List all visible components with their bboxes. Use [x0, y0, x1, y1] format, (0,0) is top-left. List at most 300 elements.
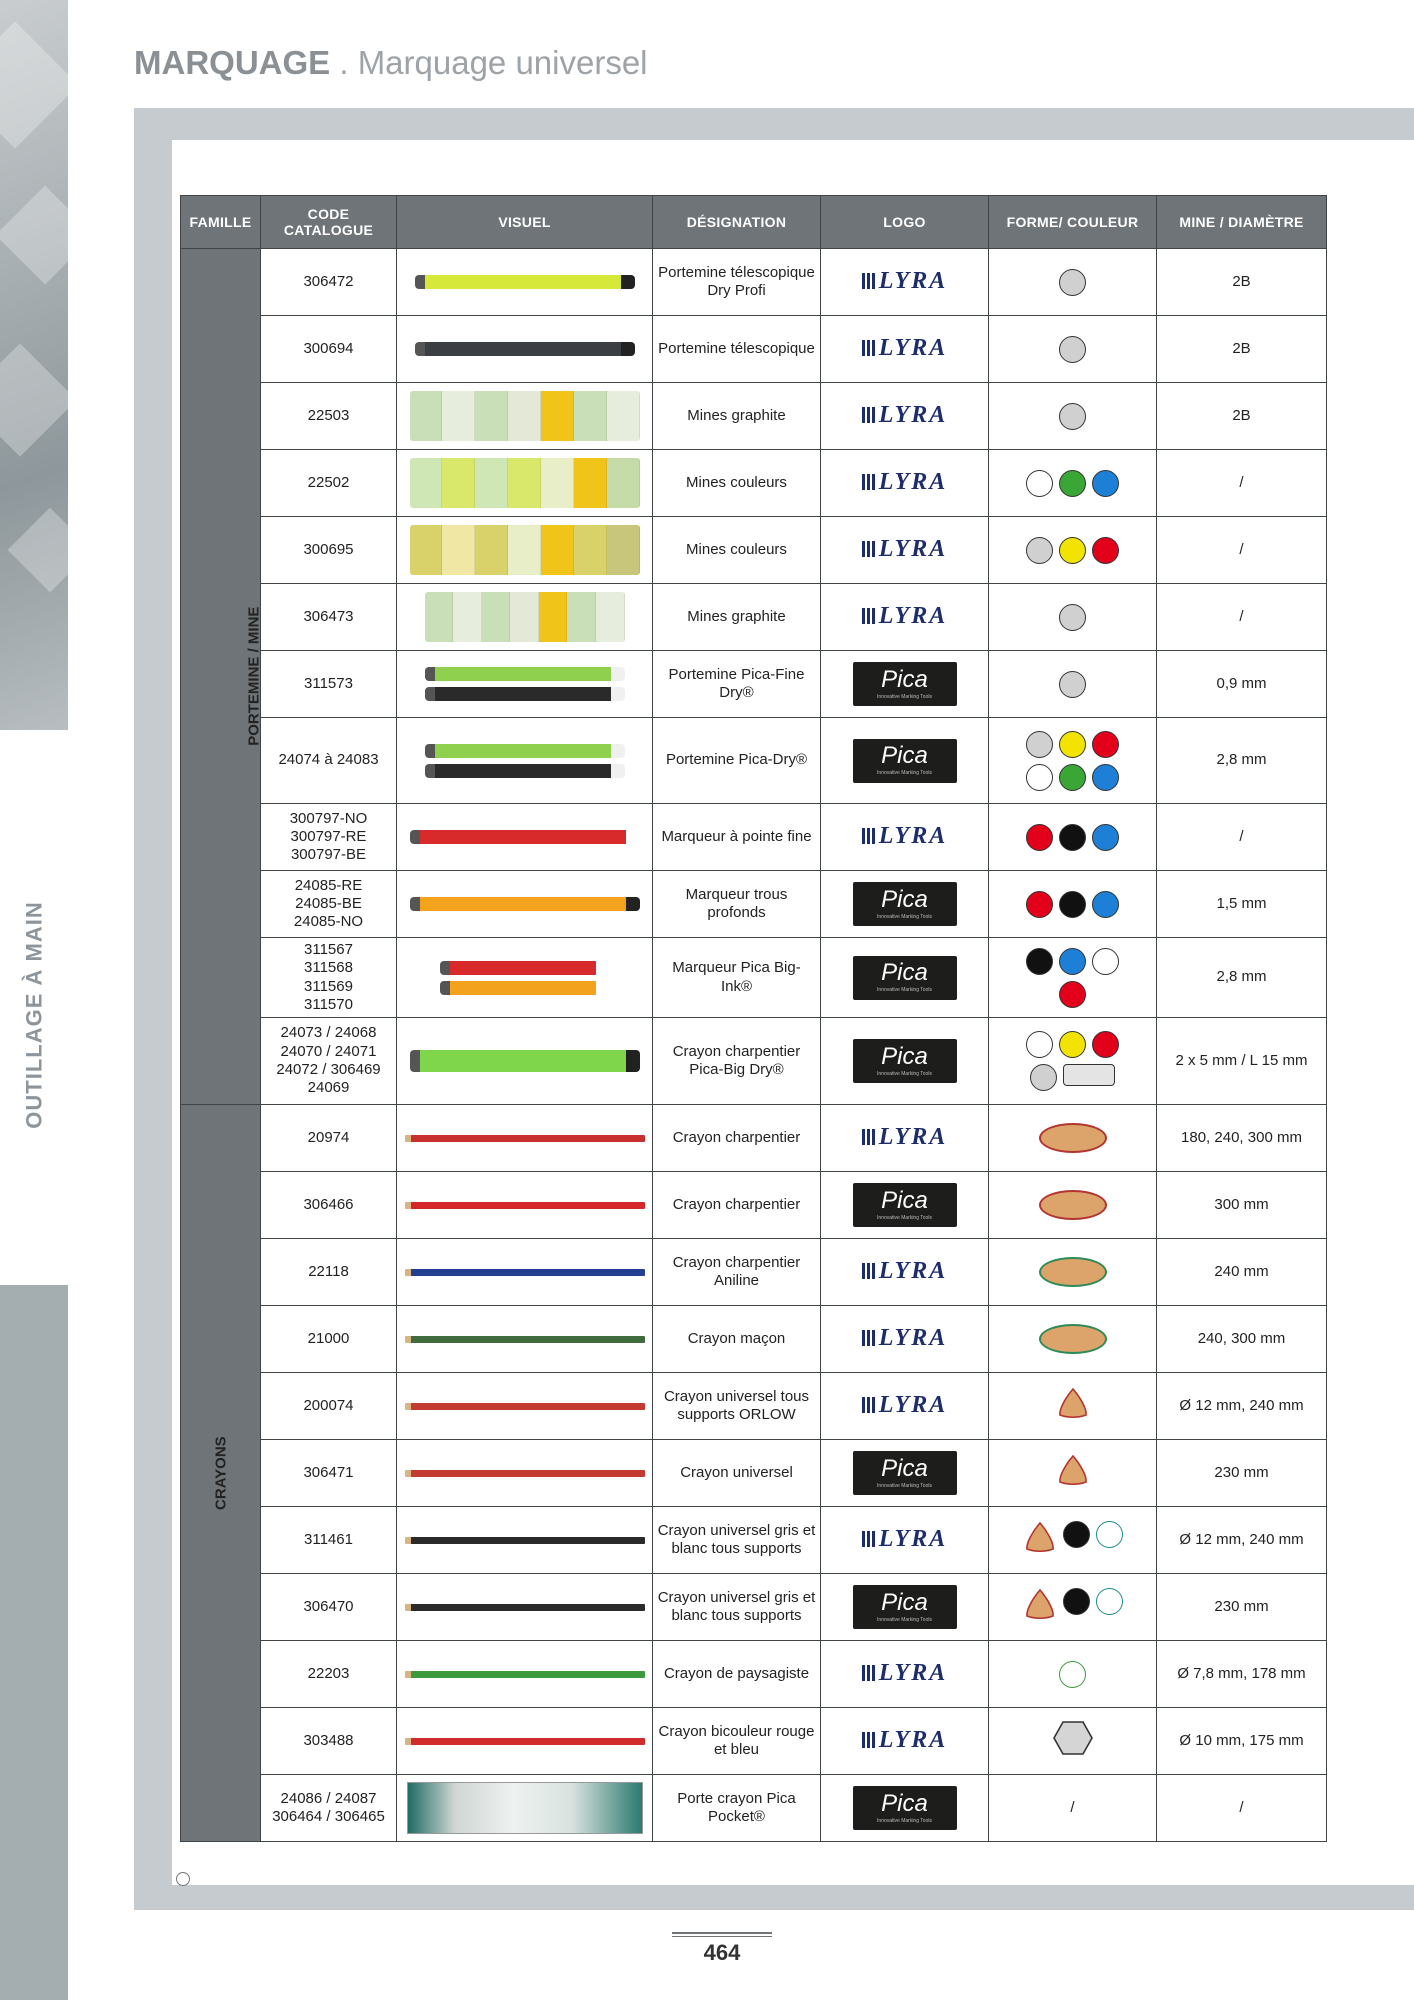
- table-row: [181, 1306, 1327, 1373]
- ellipse-section-shape: [1039, 1257, 1107, 1287]
- page-number-rule-thin: [672, 1936, 772, 1937]
- mine-cell: 1,5 mm: [1157, 871, 1327, 938]
- visual-cell: [397, 1018, 653, 1105]
- pen-image: [405, 1470, 645, 1477]
- page-title: [134, 44, 648, 82]
- product-visual: [401, 744, 648, 778]
- mine-cell: Ø 12 mm, 240 mm: [1157, 1373, 1327, 1440]
- mine-cell: /: [1157, 450, 1327, 517]
- lead-tube-image: [425, 592, 625, 642]
- form-cell: [989, 450, 1157, 517]
- lyra-logo: LYRA: [862, 1123, 947, 1152]
- catalog-code: 24085-BE: [295, 894, 362, 912]
- code-cell: [261, 316, 397, 383]
- lead-tube-image: [410, 391, 640, 441]
- code-cell: [261, 1574, 397, 1641]
- color-swatch: [1059, 824, 1086, 851]
- catalog-code: 24069: [307, 1079, 350, 1097]
- lyra-logo: LYRA: [862, 468, 947, 497]
- form-color-swatches: [1018, 1720, 1128, 1761]
- logo-cell: [821, 1306, 989, 1373]
- designation-cell: Crayon universel gris et blanc tous supports: [653, 1574, 821, 1641]
- designation-cell: Portemine Pica-Dry®: [653, 718, 821, 804]
- catalog-code: 24073 / 24068: [280, 1024, 377, 1042]
- mine-cell: Ø 12 mm, 240 mm: [1157, 1507, 1327, 1574]
- code-cell: [261, 1440, 397, 1507]
- pen-image: [405, 1269, 645, 1276]
- mine-cell: 0,9 mm: [1157, 651, 1327, 718]
- form-color-swatches: [1018, 269, 1128, 296]
- section-subtitle: Marquage universel: [357, 44, 648, 81]
- form-none: /: [1070, 1798, 1075, 1816]
- form-cell: [989, 1373, 1157, 1440]
- form-cell: [989, 1641, 1157, 1708]
- product-visual: [401, 961, 648, 995]
- lyra-logo: LYRA: [862, 334, 947, 363]
- mine-cell: 2,8 mm: [1157, 938, 1327, 1018]
- code-cell: [261, 1775, 397, 1842]
- family-label: CRAYONS: [212, 1436, 230, 1510]
- lyra-logo: LYRA: [862, 1257, 947, 1286]
- designation-cell: Portemine télescopique: [653, 316, 821, 383]
- product-visual: [401, 1470, 648, 1477]
- pen-image: [405, 1403, 645, 1410]
- product-visual: [401, 1135, 648, 1142]
- col-header-famille: FAMILLE: [181, 196, 261, 249]
- visual-cell: [397, 1775, 653, 1842]
- mine-cell: Ø 10 mm, 175 mm: [1157, 1708, 1327, 1775]
- form-cell: [989, 584, 1157, 651]
- form-cell: [989, 1172, 1157, 1239]
- col-header-forme: FORME/ COULEUR: [989, 196, 1157, 249]
- mine-cell: 240, 300 mm: [1157, 1306, 1327, 1373]
- designation-cell: Portemine télescopique Dry Profi: [653, 249, 821, 316]
- catalog-code: 24086 / 24087: [280, 1789, 377, 1807]
- logo-cell: [821, 1641, 989, 1708]
- catalog-code: 21000: [307, 1329, 350, 1347]
- visual-cell: [397, 1574, 653, 1641]
- color-swatch: [1059, 403, 1086, 430]
- table-row: [181, 718, 1327, 804]
- color-swatch: [1026, 537, 1053, 564]
- form-cell: [989, 651, 1157, 718]
- designation-cell: Crayon charpentier: [653, 1105, 821, 1172]
- form-color-swatches: [1018, 948, 1128, 1008]
- mine-cell: /: [1157, 804, 1327, 871]
- code-cell: [261, 804, 397, 871]
- product-visual: [401, 1202, 648, 1209]
- product-visual: [401, 1782, 648, 1834]
- code-cell: [261, 249, 397, 316]
- product-visual: [401, 391, 648, 441]
- catalog-code: 20974: [307, 1128, 350, 1146]
- form-color-swatches: [1018, 1257, 1128, 1287]
- designation-cell: Porte crayon Pica Pocket®: [653, 1775, 821, 1842]
- pica-logo: [853, 1786, 957, 1830]
- lyra-logo: LYRA: [862, 1659, 947, 1688]
- table-row: [181, 1018, 1327, 1105]
- pen-image: [440, 981, 610, 995]
- lead-tube-image: [410, 458, 640, 508]
- form-color-swatches: [1018, 403, 1128, 430]
- designation-cell: Crayon universel tous supports ORLOW: [653, 1373, 821, 1440]
- triangular-section-shape: [1056, 1454, 1090, 1491]
- code-cell: [261, 584, 397, 651]
- mine-cell: 2B: [1157, 383, 1327, 450]
- form-color-swatches: [1018, 1521, 1128, 1558]
- designation-cell: Crayon universel: [653, 1440, 821, 1507]
- lyra-logo: LYRA: [862, 602, 947, 631]
- pen-image: [410, 1050, 640, 1072]
- pica-logo-tagline: Innovative Marking Tools: [877, 1214, 932, 1221]
- catalog-code: 200074: [303, 1396, 354, 1414]
- product-visual: [401, 1050, 648, 1072]
- catalog-code: 24074 à 24083: [278, 751, 379, 769]
- col-header-designation: DÉSIGNATION: [653, 196, 821, 249]
- pica-logo-word: Pica: [881, 1454, 928, 1482]
- visual-cell: [397, 1172, 653, 1239]
- mine-cell: 2 x 5 mm / L 15 mm: [1157, 1018, 1327, 1105]
- color-swatch: [1059, 948, 1086, 975]
- color-swatch: [1092, 764, 1119, 791]
- pen-image: [405, 1135, 645, 1142]
- table-body: [181, 249, 1327, 1842]
- catalog-code: 311573: [304, 674, 353, 692]
- mine-cell: 230 mm: [1157, 1440, 1327, 1507]
- pica-logo-tagline: Innovative Marking Tools: [877, 913, 932, 920]
- logo-cell: [821, 249, 989, 316]
- form-cell: [989, 938, 1157, 1018]
- catalog-code: 24085-NO: [293, 913, 364, 931]
- catalog-code: 311461: [304, 1530, 353, 1548]
- color-swatch: [1026, 948, 1053, 975]
- pica-logo-word: Pica: [881, 1588, 928, 1616]
- mine-cell: /: [1157, 1775, 1327, 1842]
- catalog-code: 22118: [308, 1262, 349, 1280]
- catalog-code: 300797-RE: [290, 827, 367, 845]
- pica-logo-word: Pica: [881, 959, 928, 987]
- pocket-holder-image: [407, 1782, 643, 1834]
- form-cell: [989, 316, 1157, 383]
- color-swatch: [1059, 470, 1086, 497]
- mine-cell: /: [1157, 517, 1327, 584]
- table-row: [181, 517, 1327, 584]
- color-swatch: [1059, 764, 1086, 791]
- logo-cell: [821, 804, 989, 871]
- code-cell: [261, 938, 397, 1018]
- visual-cell: [397, 450, 653, 517]
- logo-cell: [821, 1239, 989, 1306]
- color-swatch: [1059, 981, 1086, 1008]
- table-row: [181, 1775, 1327, 1842]
- designation-cell: Crayon charpentier: [653, 1172, 821, 1239]
- designation-cell: Portemine Pica-Fine Dry®: [653, 651, 821, 718]
- visual-cell: [397, 1708, 653, 1775]
- code-cell: [261, 1105, 397, 1172]
- oval-lead-shape: [1063, 1064, 1115, 1086]
- pen-image: [415, 275, 635, 289]
- mine-cell: 230 mm: [1157, 1574, 1327, 1641]
- catalog-code: 300797-BE: [290, 846, 367, 864]
- product-visual: [401, 525, 648, 575]
- logo-cell: [821, 938, 989, 1018]
- table-row: [181, 383, 1327, 450]
- form-cell: [989, 1507, 1157, 1574]
- table-row: [181, 1239, 1327, 1306]
- product-visual: [401, 1403, 648, 1410]
- col-header-mine: MINE / DIAMÈTRE: [1157, 196, 1327, 249]
- table-row: [181, 804, 1327, 871]
- form-color-swatches: [1018, 537, 1128, 564]
- triangular-section-shape: [1023, 1588, 1057, 1625]
- table-row: [181, 871, 1327, 938]
- pica-logo: [853, 1183, 957, 1227]
- form-cell: [989, 1018, 1157, 1105]
- logo-cell: [821, 316, 989, 383]
- code-cell: [261, 718, 397, 804]
- code-cell: [261, 651, 397, 718]
- title-separator: .: [330, 44, 358, 81]
- color-swatch: [1059, 671, 1086, 698]
- mine-cell: /: [1157, 584, 1327, 651]
- pica-logo: [853, 882, 957, 926]
- product-visual: [401, 592, 648, 642]
- lyra-logo: LYRA: [862, 1324, 947, 1353]
- table-header-row: [181, 196, 1327, 249]
- product-visual: [401, 458, 648, 508]
- color-swatch: [1026, 891, 1053, 918]
- catalog-code: 311569: [304, 977, 353, 995]
- form-cell: [989, 718, 1157, 804]
- side-title: OUTILLAGE À MAIN: [22, 901, 47, 1129]
- visual-cell: [397, 804, 653, 871]
- color-swatch: [1096, 1521, 1123, 1548]
- color-swatch: [1063, 1521, 1090, 1548]
- form-cell: [989, 517, 1157, 584]
- pica-logo-word: Pica: [881, 1186, 928, 1214]
- table-row: [181, 1373, 1327, 1440]
- form-cell: [989, 1239, 1157, 1306]
- color-swatch: [1092, 537, 1119, 564]
- pen-image: [415, 342, 635, 356]
- designation-cell: Crayon maçon: [653, 1306, 821, 1373]
- product-visual: [401, 830, 648, 844]
- catalog-code: 311568: [304, 959, 353, 977]
- family-cell-portemine: [181, 249, 261, 1105]
- visual-cell: [397, 249, 653, 316]
- catalog-code: 306466: [303, 1195, 354, 1213]
- triangular-section-shape: [1023, 1521, 1057, 1558]
- form-color-swatches: [1018, 1588, 1128, 1625]
- logo-cell: [821, 1018, 989, 1105]
- pica-logo: [853, 662, 957, 706]
- col-header-code: CODE CATALOGUE: [261, 196, 397, 249]
- designation-cell: Crayon universel gris et blanc tous supports: [653, 1507, 821, 1574]
- color-swatch: [1059, 537, 1086, 564]
- pica-logo: [853, 1451, 957, 1495]
- form-cell: [989, 804, 1157, 871]
- product-visual: [401, 275, 648, 289]
- logo-cell: [821, 651, 989, 718]
- lyra-logo: LYRA: [862, 401, 947, 430]
- pica-logo-tagline: Innovative Marking Tools: [877, 1070, 932, 1077]
- round-section-shape: [1059, 1661, 1086, 1688]
- color-swatch: [1030, 1064, 1057, 1091]
- color-swatch: [1092, 470, 1119, 497]
- logo-cell: [821, 1574, 989, 1641]
- logo-cell: [821, 1775, 989, 1842]
- color-swatch: [1092, 948, 1119, 975]
- designation-cell: Mines graphite: [653, 383, 821, 450]
- visual-cell: [397, 1105, 653, 1172]
- pica-logo: [853, 956, 957, 1000]
- visual-cell: [397, 517, 653, 584]
- product-visual: [401, 1671, 648, 1678]
- pica-logo-word: Pica: [881, 885, 928, 913]
- pica-logo-word: Pica: [881, 742, 928, 770]
- code-cell: [261, 871, 397, 938]
- pen-image: [410, 830, 640, 844]
- code-cell: [261, 1018, 397, 1105]
- decorative-side-band: [0, 0, 68, 730]
- lyra-logo: LYRA: [862, 822, 947, 851]
- designation-cell: Crayon charpentier Pica-Big Dry®: [653, 1018, 821, 1105]
- table-row: [181, 1172, 1327, 1239]
- color-swatch: [1059, 891, 1086, 918]
- col-header-visuel: VISUEL: [397, 196, 653, 249]
- catalog-code: 24070 / 24071: [280, 1042, 377, 1060]
- table-row: [181, 938, 1327, 1018]
- table-row: [181, 316, 1327, 383]
- section-title: MARQUAGE: [134, 44, 331, 81]
- pica-logo-tagline: Innovative Marking Tools: [877, 987, 932, 994]
- catalog-code: 22503: [307, 406, 350, 424]
- table-row: [181, 584, 1327, 651]
- form-color-swatches: [1018, 470, 1128, 497]
- mine-cell: 2,8 mm: [1157, 718, 1327, 804]
- lyra-logo: LYRA: [862, 1525, 947, 1554]
- logo-cell: [821, 718, 989, 804]
- pica-logo-word: Pica: [881, 1789, 928, 1817]
- code-cell: [261, 1708, 397, 1775]
- catalog-code: 300797-NO: [289, 809, 368, 827]
- designation-cell: Crayon bicouleur rouge et bleu: [653, 1708, 821, 1775]
- color-swatch: [1059, 269, 1086, 296]
- product-visual: [401, 897, 648, 911]
- code-cell: [261, 1641, 397, 1708]
- table-row: [181, 1507, 1327, 1574]
- designation-cell: Crayon charpentier Aniline: [653, 1239, 821, 1306]
- visual-cell: [397, 1641, 653, 1708]
- code-cell: [261, 450, 397, 517]
- catalog-code: 22203: [307, 1664, 350, 1682]
- pica-logo-word: Pica: [881, 665, 928, 693]
- color-swatch: [1092, 731, 1119, 758]
- color-swatch: [1026, 731, 1053, 758]
- triangular-section-shape: [1056, 1387, 1090, 1424]
- pen-image: [425, 667, 625, 681]
- pen-image: [405, 1336, 645, 1343]
- logo-cell: [821, 584, 989, 651]
- form-cell: [989, 1105, 1157, 1172]
- catalog-code: 22502: [307, 473, 350, 491]
- pen-image: [405, 1671, 645, 1678]
- logo-cell: [821, 1507, 989, 1574]
- pica-logo-tagline: Innovative Marking Tools: [877, 770, 932, 777]
- logo-cell: [821, 383, 989, 450]
- visual-cell: [397, 1440, 653, 1507]
- product-visual: [401, 1604, 648, 1611]
- product-table: [180, 195, 1327, 1842]
- product-visual: [401, 667, 648, 701]
- family-cell-crayons: [181, 1105, 261, 1842]
- catalog-code: 306470: [303, 1597, 354, 1615]
- pen-image: [405, 1604, 645, 1611]
- visual-cell: [397, 718, 653, 804]
- mine-cell: 2B: [1157, 249, 1327, 316]
- form-color-swatches: [1018, 1190, 1128, 1220]
- family-label: PORTEMINE / MINE: [245, 606, 263, 747]
- color-swatch: [1059, 604, 1086, 631]
- product-visual: [401, 1537, 648, 1544]
- visual-cell: [397, 938, 653, 1018]
- form-color-swatches: [1018, 1031, 1128, 1091]
- pica-logo-tagline: Innovative Marking Tools: [877, 1482, 932, 1489]
- form-color-swatches: [1018, 604, 1128, 631]
- color-swatch: [1092, 824, 1119, 851]
- form-color-swatches: [1018, 1799, 1128, 1817]
- table-row: [181, 1105, 1327, 1172]
- pen-image: [405, 1738, 645, 1745]
- form-color-swatches: [1018, 1123, 1128, 1153]
- table-row: [181, 1708, 1327, 1775]
- logo-cell: [821, 517, 989, 584]
- pica-logo: [853, 1039, 957, 1083]
- visual-cell: [397, 383, 653, 450]
- form-color-swatches: [1018, 671, 1128, 698]
- mine-cell: 300 mm: [1157, 1172, 1327, 1239]
- color-swatch: [1059, 731, 1086, 758]
- table-row: [181, 1440, 1327, 1507]
- hexagon-section-shape: [1052, 1720, 1094, 1761]
- ellipse-section-shape: [1039, 1190, 1107, 1220]
- code-cell: [261, 1172, 397, 1239]
- color-swatch: [1092, 891, 1119, 918]
- catalog-code: 24085-RE: [294, 876, 363, 894]
- designation-cell: Mines couleurs: [653, 517, 821, 584]
- pen-image: [405, 1202, 645, 1209]
- designation-cell: Marqueur Pica Big-Ink®: [653, 938, 821, 1018]
- form-color-swatches: [1018, 1454, 1128, 1491]
- catalog-code: 300695: [303, 540, 354, 558]
- form-color-swatches: [1018, 731, 1128, 791]
- catalog-code: 306472: [303, 272, 354, 290]
- mine-cell: 180, 240, 300 mm: [1157, 1105, 1327, 1172]
- logo-cell: [821, 1708, 989, 1775]
- catalog-code: 306473: [303, 607, 354, 625]
- table-row: [181, 1574, 1327, 1641]
- code-cell: [261, 1507, 397, 1574]
- logo-cell: [821, 871, 989, 938]
- form-cell: [989, 1306, 1157, 1373]
- logo-cell: [821, 1105, 989, 1172]
- color-swatch: [1026, 470, 1053, 497]
- pica-logo-tagline: Innovative Marking Tools: [877, 1817, 932, 1824]
- table-row: [181, 450, 1327, 517]
- visual-cell: [397, 1507, 653, 1574]
- form-cell: [989, 871, 1157, 938]
- ellipse-section-shape: [1039, 1324, 1107, 1354]
